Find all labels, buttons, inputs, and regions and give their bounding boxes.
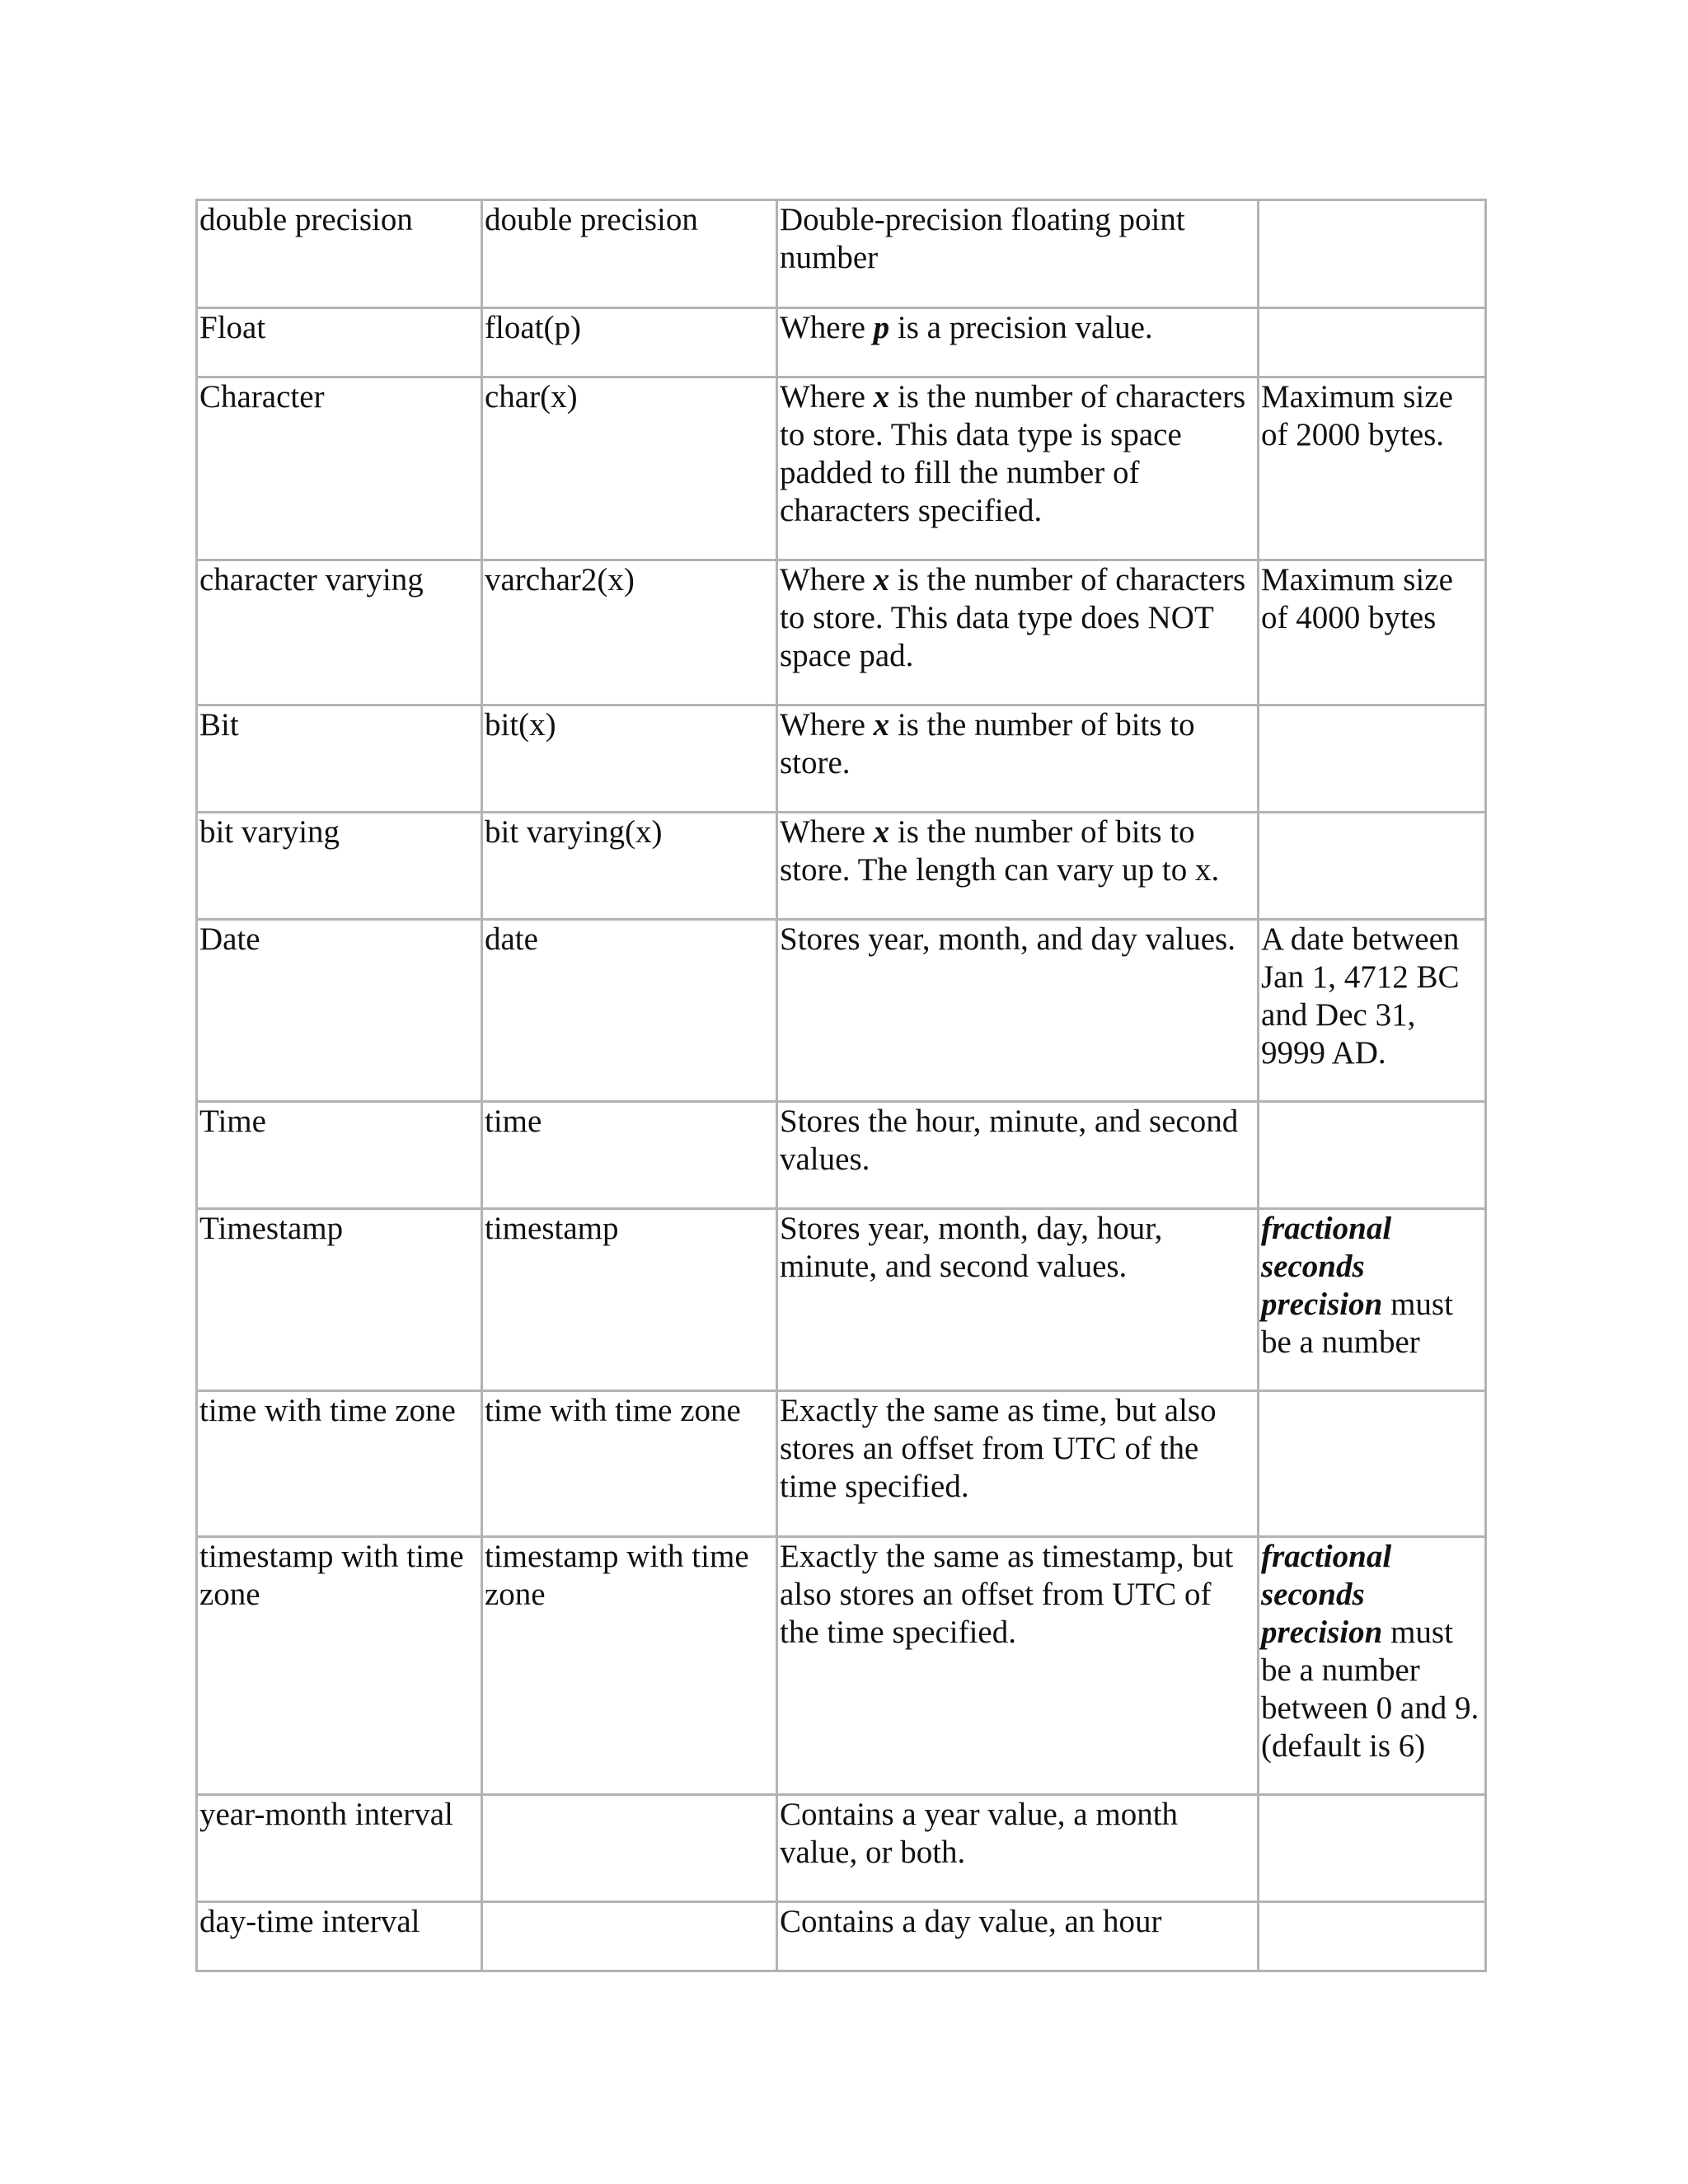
data-types-table (195, 199, 1487, 1972)
description-cell: Stores the hour, minute, and second values. (777, 1102, 1259, 1209)
implementation-type-cell: bit(x) (482, 705, 777, 813)
sql-type-cell: Time (197, 1102, 482, 1209)
implementation-type-cell: double precision (482, 200, 777, 308)
description-cell: Where x is the number of characters to store. This data type does NOT space pad. (777, 560, 1259, 705)
description-cell: Stores year, month, and day values. (777, 920, 1259, 1102)
table-row (197, 1391, 1486, 1537)
table-row (197, 1209, 1486, 1391)
description-cell: Where x is the number of bits to store. (777, 705, 1259, 813)
table-row (197, 1902, 1486, 1971)
sql-type-cell: Timestamp (197, 1209, 482, 1391)
implementation-type-cell: bit varying(x) (482, 813, 777, 920)
table-row (197, 813, 1486, 920)
implementation-type-cell: timestamp with time zone (482, 1537, 777, 1795)
description-cell: Where p is a precision value. (777, 308, 1259, 377)
description-cell: Stores year, month, day, hour, minute, and second values. (777, 1209, 1259, 1391)
implementation-type-cell: timestamp (482, 1209, 777, 1391)
implementation-type-cell: time with time zone (482, 1391, 777, 1537)
implementation-type-cell: date (482, 920, 777, 1102)
notes-cell: Maximum size of 4000 bytes (1259, 560, 1486, 705)
table-row (197, 705, 1486, 813)
table-row (197, 1795, 1486, 1902)
notes-cell: fractional seconds precision must be a number between 0 and 9. (default is 6) (1259, 1537, 1486, 1795)
param-name: x (873, 379, 890, 415)
notes-cell (1259, 1391, 1486, 1537)
table-row (197, 560, 1486, 705)
sql-type-cell: timestamp with time zone (197, 1537, 482, 1795)
description-cell: Where x is the number of bits to store. The length can vary up to x. (777, 813, 1259, 920)
table-row (197, 1537, 1486, 1795)
sql-type-cell: Date (197, 920, 482, 1102)
notes-cell (1259, 1102, 1486, 1209)
notes-cell (1259, 1795, 1486, 1902)
sql-type-cell: bit varying (197, 813, 482, 920)
description-cell: Double-precision floating point number (777, 200, 1259, 308)
table-row (197, 200, 1486, 308)
emphasized-term: fractional seconds precision (1261, 1539, 1392, 1650)
sql-type-cell: time with time zone (197, 1391, 482, 1537)
table-row (197, 308, 1486, 377)
implementation-type-cell (482, 1795, 777, 1902)
notes-cell (1259, 813, 1486, 920)
sql-type-cell: day-time interval (197, 1902, 482, 1971)
notes-cell: fractional seconds precision must be a number (1259, 1209, 1486, 1391)
notes-cell (1259, 308, 1486, 377)
description-cell: Where x is the number of characters to store. This data type is space padded to fill the number of characters specified. (777, 377, 1259, 560)
sql-type-cell: year-month interval (197, 1795, 482, 1902)
sql-type-cell: Bit (197, 705, 482, 813)
description-cell: Contains a year value, a month value, or both. (777, 1795, 1259, 1902)
sql-type-cell: Float (197, 308, 482, 377)
param-name: x (873, 707, 890, 743)
implementation-type-cell (482, 1902, 777, 1971)
description-cell: Contains a day value, an hour (777, 1902, 1259, 1971)
implementation-type-cell: char(x) (482, 377, 777, 560)
implementation-type-cell: time (482, 1102, 777, 1209)
param-name: x (873, 814, 890, 850)
notes-cell (1259, 1902, 1486, 1971)
param-name: p (873, 310, 890, 345)
sql-type-cell: double precision (197, 200, 482, 308)
notes-cell (1259, 200, 1486, 308)
sql-type-cell: character varying (197, 560, 482, 705)
table-row (197, 1102, 1486, 1209)
notes-cell: Maximum size of 2000 bytes. (1259, 377, 1486, 560)
implementation-type-cell: float(p) (482, 308, 777, 377)
notes-cell (1259, 705, 1486, 813)
sql-type-cell: Character (197, 377, 482, 560)
table-row (197, 377, 1486, 560)
table-row (197, 920, 1486, 1102)
implementation-type-cell: varchar2(x) (482, 560, 777, 705)
notes-cell: A date between Jan 1, 4712 BC and Dec 31, 9999 AD. (1259, 920, 1486, 1102)
description-cell: Exactly the same as timestamp, but also stores an offset from UTC of the time specified. (777, 1537, 1259, 1795)
description-cell: Exactly the same as time, but also stores an offset from UTC of the time specified. (777, 1391, 1259, 1537)
emphasized-term: fractional seconds precision (1261, 1211, 1392, 1322)
param-name: x (873, 562, 890, 598)
